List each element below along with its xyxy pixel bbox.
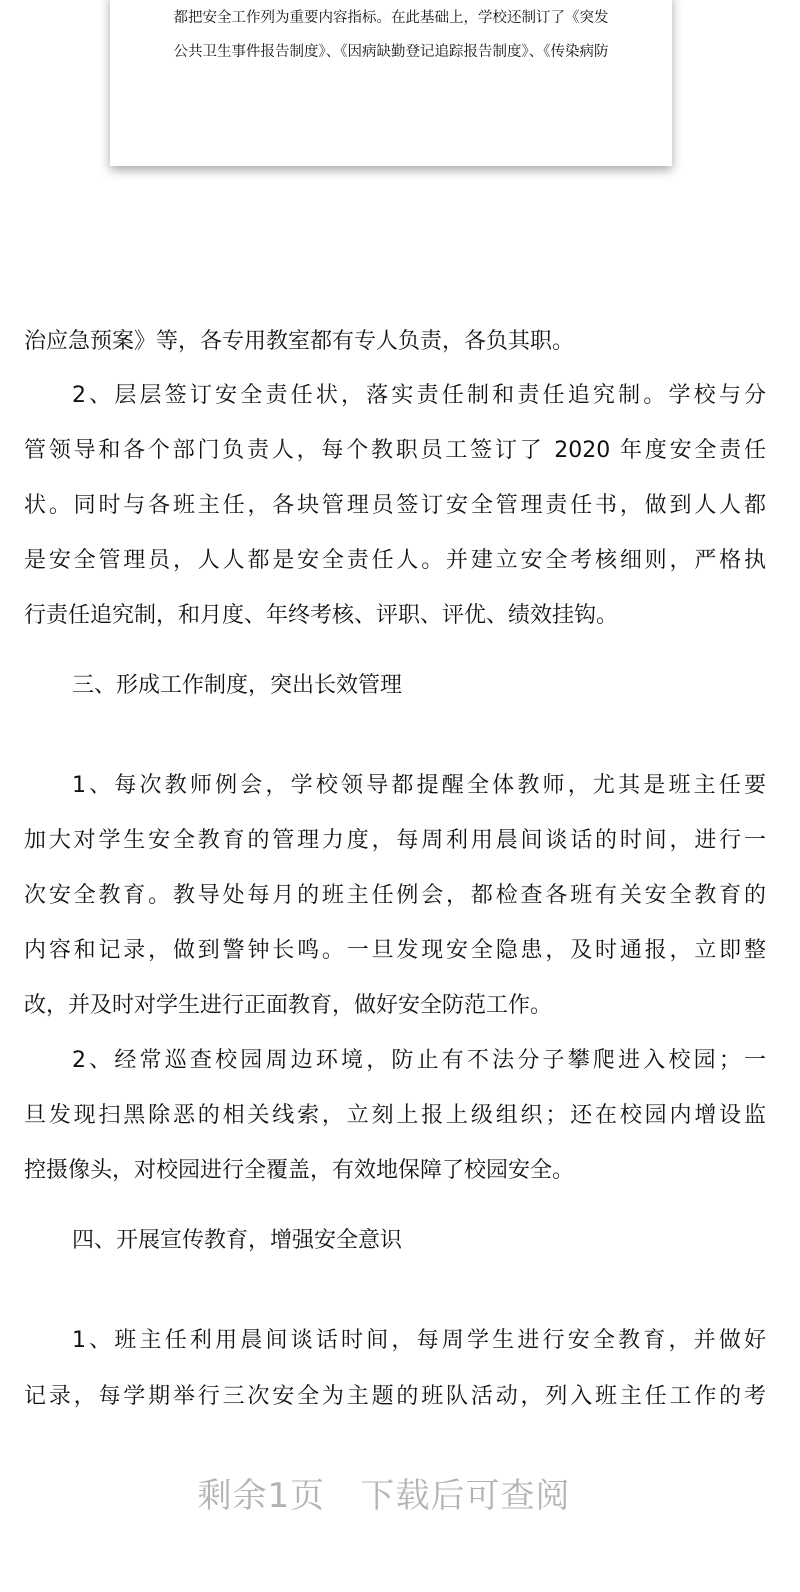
paragraph-line: 控摄像头，对校园进行全覆盖，有效地保障了校园安全。 bbox=[24, 1158, 575, 1183]
preview-line: 都把安全工作列为重要内容指标。在此基础上，学校还制订了《突发 bbox=[173, 10, 609, 26]
paragraph-line: 旦发现扫黑除恶的相关线索，立刻上报上级组织；还在校园内增设监 bbox=[24, 1103, 766, 1128]
paragraph-line: 内容和记录，做到警钟长鸣。一旦发现安全隐患，及时通报，立即整 bbox=[24, 938, 766, 963]
paragraph-line: 加大对学生安全教育的管理力度，每周利用晨间谈话的时间，进行一 bbox=[24, 828, 766, 853]
remaining-pages-download-hint[interactable]: 剩余1页 下载后可查阅 bbox=[197, 1476, 571, 1516]
paragraph-line: 1、每次教师例会，学校领导都提醒全体教师，尤其是班主任要 bbox=[72, 773, 766, 798]
paragraph-line: 次安全教育。教导处每月的班主任例会，都检查各班有关安全教育的 bbox=[24, 883, 766, 908]
preview-page-card bbox=[110, 0, 672, 166]
paragraph-line: 2、经常巡查校园周边环境，防止有不法分子攀爬进入校园；一 bbox=[72, 1048, 766, 1073]
paragraph-line: 记录，每学期举行三次安全为主题的班队活动，列入班主任工作的考 bbox=[24, 1384, 766, 1409]
section-heading: 三、形成工作制度，突出长效管理 bbox=[72, 673, 403, 698]
paragraph-line: 状。同时与各班主任，各块管理员签订安全管理责任书，做到人人都 bbox=[24, 493, 766, 518]
section-heading: 四、开展宣传教育，增强安全意识 bbox=[72, 1228, 403, 1253]
paragraph-line: 治应急预案》等，各专用教室都有专人负责，各负其职。 bbox=[24, 329, 575, 354]
paragraph-line: 2、层层签订安全责任状，落实责任制和责任追究制。学校与分 bbox=[72, 383, 766, 408]
paragraph-line: 行责任追究制，和月度、年终考核、评职、评优、绩效挂钩。 bbox=[24, 603, 619, 628]
paragraph-line: 是安全管理员，人人都是安全责任人。并建立安全考核细则，严格执 bbox=[24, 548, 766, 573]
paragraph-line: 管领导和各个部门负责人，每个教职员工签订了 2020 年度安全责任 bbox=[24, 438, 766, 463]
paragraph-line: 1、班主任利用晨间谈话时间，每周学生进行安全教育，并做好 bbox=[72, 1328, 766, 1353]
preview-line: 公共卫生事件报告制度》、《因病缺勤登记追踪报告制度》、《传染病防 bbox=[173, 44, 609, 60]
paragraph-line: 改，并及时对学生进行正面教育，做好安全防范工作。 bbox=[24, 993, 553, 1018]
